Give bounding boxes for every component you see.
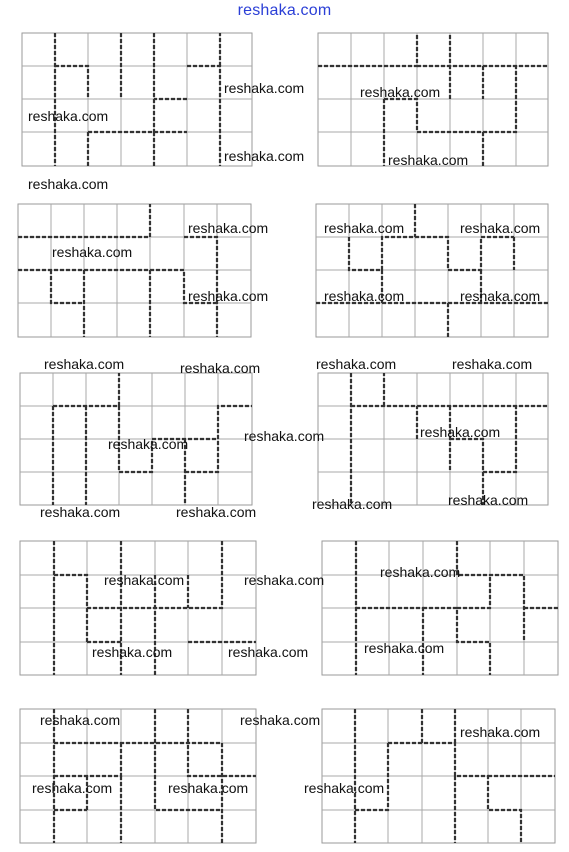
watermark-4: reshaka.com (224, 148, 305, 164)
watermark-23: reshaka.com (40, 504, 121, 520)
watermark-11: reshaka.com (188, 288, 269, 304)
watermark-30: reshaka.com (228, 644, 309, 660)
watermark-36: reshaka.com (304, 780, 385, 796)
watermark-28: reshaka.com (364, 640, 445, 656)
watermark-31: reshaka.com (40, 712, 121, 728)
watermark-12: reshaka.com (324, 288, 405, 304)
watermark-22: reshaka.com (312, 496, 393, 512)
watermark-7: reshaka.com (188, 220, 269, 236)
watermark-33: reshaka.com (460, 724, 541, 740)
watermark-27: reshaka.com (244, 572, 325, 588)
watermark-9: reshaka.com (460, 220, 541, 236)
watermark-16: reshaka.com (452, 356, 533, 372)
watermark-21: reshaka.com (448, 492, 529, 508)
watermark-1: reshaka.com (224, 80, 305, 96)
watermark-20: reshaka.com (108, 436, 189, 452)
puzzle-grid-1 (22, 33, 252, 166)
watermark-17: reshaka.com (180, 360, 261, 376)
watermark-8: reshaka.com (324, 220, 405, 236)
watermark-29: reshaka.com (92, 644, 173, 660)
watermark-14: reshaka.com (44, 356, 125, 372)
puzzle-grid-9 (20, 709, 256, 843)
watermark-13: reshaka.com (460, 288, 541, 304)
watermark-34: reshaka.com (32, 780, 113, 796)
watermark-32: reshaka.com (240, 712, 321, 728)
watermark-15: reshaka.com (316, 356, 397, 372)
watermark-5: reshaka.com (388, 152, 469, 168)
watermark-2: reshaka.com (360, 84, 441, 100)
watermark-35: reshaka.com (168, 780, 249, 796)
watermark-18: reshaka.com (420, 424, 501, 440)
watermark-24: reshaka.com (176, 504, 257, 520)
watermark-19: reshaka.com (244, 428, 325, 444)
watermark-6: reshaka.com (28, 176, 109, 192)
watermark-10: reshaka.com (52, 244, 133, 260)
watermark-26: reshaka.com (104, 572, 185, 588)
watermark-25: reshaka.com (380, 564, 461, 580)
site-header[interactable]: reshaka.com (237, 2, 332, 19)
watermark-3: reshaka.com (28, 108, 109, 124)
